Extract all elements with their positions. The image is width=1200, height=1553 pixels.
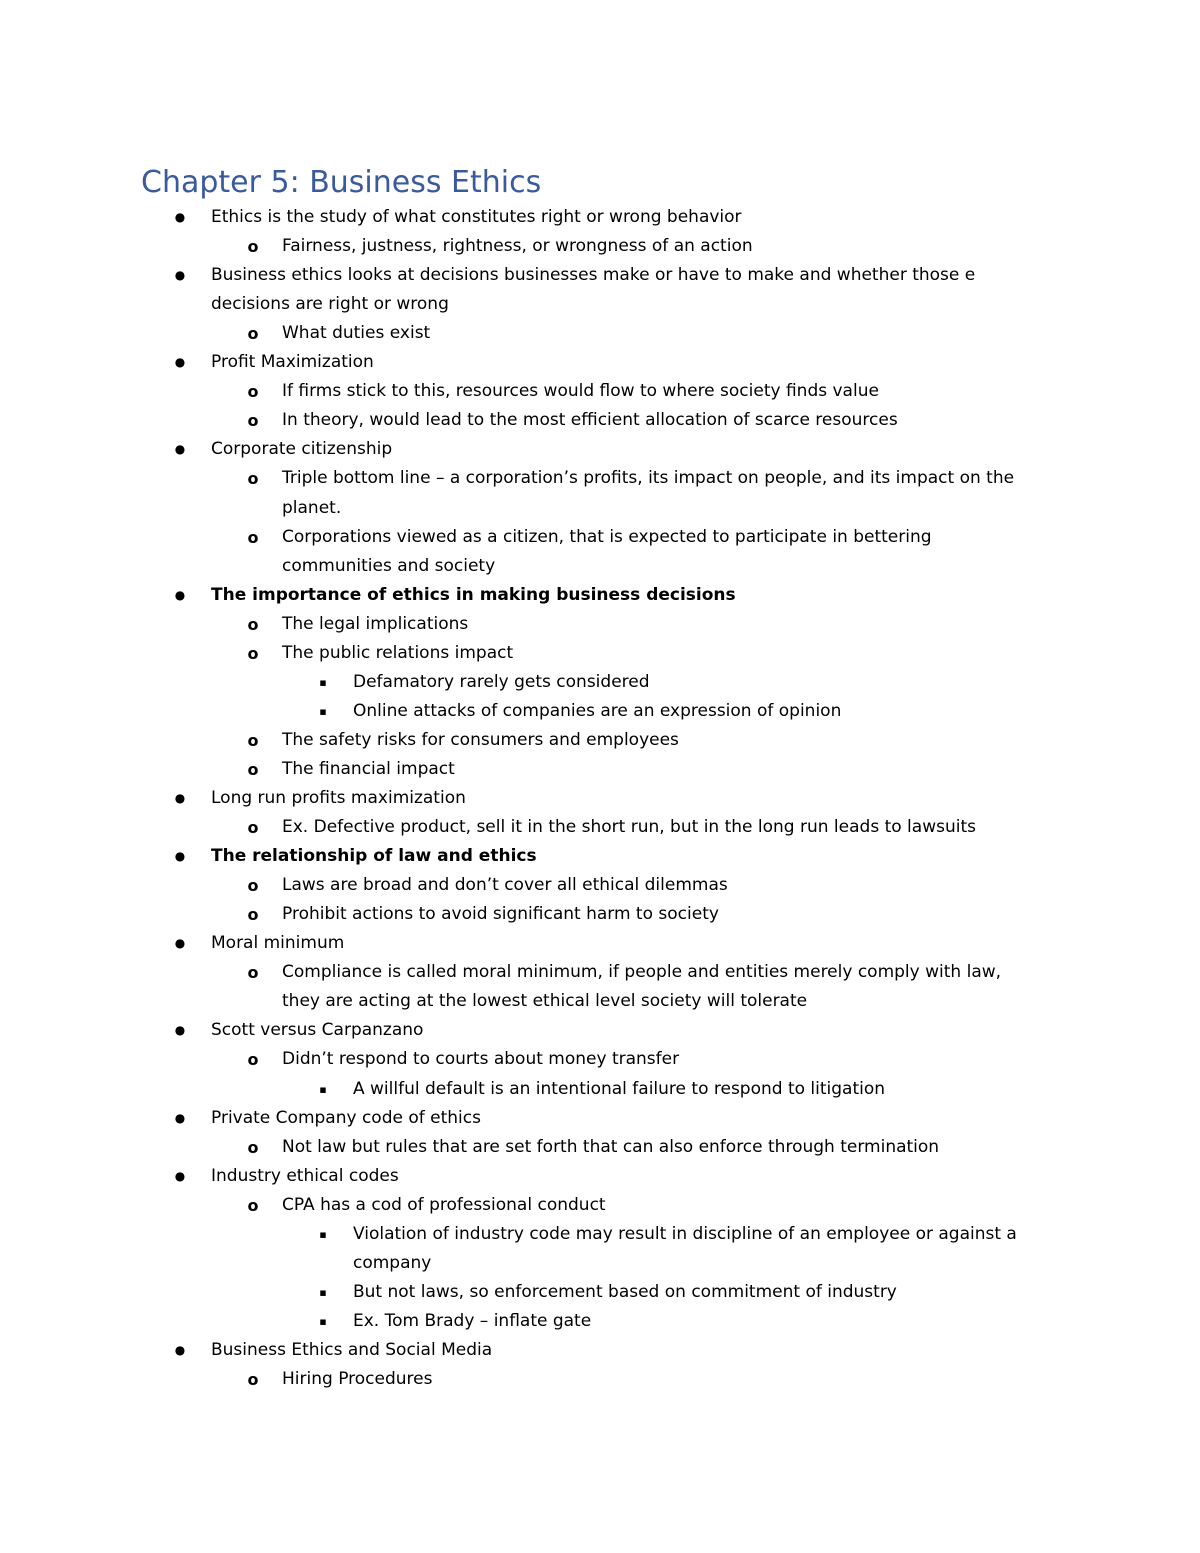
list-item-level-1: Business ethics looks at decisions businesses make or have to make and whether those e bbox=[211, 265, 976, 285]
list-item-level-2: Prohibit actions to avoid significant harm to society bbox=[282, 904, 719, 924]
letter-o-bullet-icon: o bbox=[247, 1370, 259, 1389]
letter-o-bullet-icon: o bbox=[247, 1050, 259, 1069]
list-item-level-2: Compliance is called moral minimum, if people and entities merely comply with law, bbox=[282, 962, 1002, 982]
list-item-level-1: Business Ethics and Social Media bbox=[211, 1340, 493, 1360]
list-item-level-2: Not law but rules that are set forth that can also enforce through termination bbox=[282, 1137, 940, 1157]
list-item-level-3: Defamatory rarely gets considered bbox=[353, 672, 650, 692]
list-item-level-1: Scott versus Carpanzano bbox=[211, 1020, 424, 1040]
small-square-bullet-icon: ▪ bbox=[319, 1286, 327, 1299]
filled-circle-bullet-icon: ● bbox=[174, 210, 186, 224]
list-item-level-2: What duties exist bbox=[282, 323, 431, 343]
letter-o-bullet-icon: o bbox=[247, 876, 259, 895]
list-item-level-3: Online attacks of companies are an expression of opinion bbox=[353, 701, 842, 721]
letter-o-bullet-icon: o bbox=[247, 469, 259, 488]
letter-o-bullet-icon: o bbox=[247, 382, 259, 401]
letter-o-bullet-icon: o bbox=[247, 644, 259, 663]
small-square-bullet-icon: ▪ bbox=[319, 676, 327, 689]
list-item-level-2: The public relations impact bbox=[282, 643, 514, 663]
letter-o-bullet-icon: o bbox=[247, 411, 259, 430]
list-item-level-1: Moral minimum bbox=[211, 933, 345, 953]
list-item-level-1: The relationship of law and ethics bbox=[211, 846, 537, 866]
list-item-level-2: If firms stick to this, resources would flow to where society finds value bbox=[282, 381, 879, 401]
letter-o-bullet-icon: o bbox=[247, 528, 259, 547]
list-item-level-1: The importance of ethics in making business decisions bbox=[211, 585, 736, 605]
list-item-level-1: Long run profits maximization bbox=[211, 788, 466, 808]
filled-circle-bullet-icon: ● bbox=[174, 1023, 186, 1037]
list-item-level-2: Ex. Defective product, sell it in the short run, but in the long run leads to lawsuits bbox=[282, 817, 976, 837]
filled-circle-bullet-icon: ● bbox=[174, 355, 186, 369]
list-item-level-1: Industry ethical codes bbox=[211, 1166, 399, 1186]
letter-o-bullet-icon: o bbox=[247, 324, 259, 343]
filled-circle-bullet-icon: ● bbox=[174, 1111, 186, 1125]
list-item-level-1: Private Company code of ethics bbox=[211, 1108, 481, 1128]
filled-circle-bullet-icon: ● bbox=[174, 791, 186, 805]
list-item-level-2: The legal implications bbox=[282, 614, 469, 634]
list-item-level-1: Corporate citizenship bbox=[211, 439, 393, 459]
letter-o-bullet-icon: o bbox=[247, 1196, 259, 1215]
list-item-level-2: Didn’t respond to courts about money transfer bbox=[282, 1049, 680, 1069]
letter-o-bullet-icon: o bbox=[247, 615, 259, 634]
list-item-level-3: Ex. Tom Brady – inflate gate bbox=[353, 1311, 592, 1331]
list-item-level-3: Violation of industry code may result in discipline of an employee or against a bbox=[353, 1224, 1017, 1244]
filled-circle-bullet-icon: ● bbox=[174, 442, 186, 456]
list-item-level-2: The financial impact bbox=[282, 759, 455, 779]
list-item-level-1: Profit Maximization bbox=[211, 352, 374, 372]
small-square-bullet-icon: ▪ bbox=[319, 1315, 327, 1328]
list-item-level-2: Fairness, justness, rightness, or wrongness of an action bbox=[282, 236, 753, 256]
list-item-level-2: they are acting at the lowest ethical level society will tolerate bbox=[282, 991, 808, 1011]
filled-circle-bullet-icon: ● bbox=[174, 936, 186, 950]
small-square-bullet-icon: ▪ bbox=[319, 1083, 327, 1096]
list-item-level-2: Laws are broad and don’t cover all ethical dilemmas bbox=[282, 875, 728, 895]
letter-o-bullet-icon: o bbox=[247, 1138, 259, 1157]
letter-o-bullet-icon: o bbox=[247, 905, 259, 924]
list-item-level-3: company bbox=[353, 1253, 432, 1273]
list-item-level-1: Ethics is the study of what constitutes right or wrong behavior bbox=[211, 207, 742, 227]
list-item-level-1: decisions are right or wrong bbox=[211, 294, 449, 314]
small-square-bullet-icon: ▪ bbox=[319, 1228, 327, 1241]
list-item-level-2: planet. bbox=[282, 498, 342, 518]
filled-circle-bullet-icon: ● bbox=[174, 1343, 186, 1357]
filled-circle-bullet-icon: ● bbox=[174, 849, 186, 863]
letter-o-bullet-icon: o bbox=[247, 963, 259, 982]
list-item-level-2: CPA has a cod of professional conduct bbox=[282, 1195, 606, 1215]
list-item-level-2: Triple bottom line – a corporation’s profits, its impact on people, and its impact on the bbox=[282, 468, 1015, 488]
small-square-bullet-icon: ▪ bbox=[319, 705, 327, 718]
page-title: Chapter 5: Business Ethics bbox=[141, 165, 542, 200]
letter-o-bullet-icon: o bbox=[247, 237, 259, 256]
letter-o-bullet-icon: o bbox=[247, 731, 259, 750]
filled-circle-bullet-icon: ● bbox=[174, 268, 186, 282]
list-item-level-2: The safety risks for consumers and employees bbox=[282, 730, 679, 750]
list-item-level-3: A willful default is an intentional failure to respond to litigation bbox=[353, 1079, 886, 1099]
letter-o-bullet-icon: o bbox=[247, 760, 259, 779]
list-item-level-2: Hiring Procedures bbox=[282, 1369, 433, 1389]
letter-o-bullet-icon: o bbox=[247, 818, 259, 837]
filled-circle-bullet-icon: ● bbox=[174, 1169, 186, 1183]
list-item-level-2: communities and society bbox=[282, 556, 496, 576]
filled-circle-bullet-icon: ● bbox=[174, 588, 186, 602]
list-item-level-2: In theory, would lead to the most efficient allocation of scarce resources bbox=[282, 410, 898, 430]
list-item-level-2: Corporations viewed as a citizen, that is expected to participate in bettering bbox=[282, 527, 932, 547]
list-item-level-3: But not laws, so enforcement based on commitment of industry bbox=[353, 1282, 897, 1302]
